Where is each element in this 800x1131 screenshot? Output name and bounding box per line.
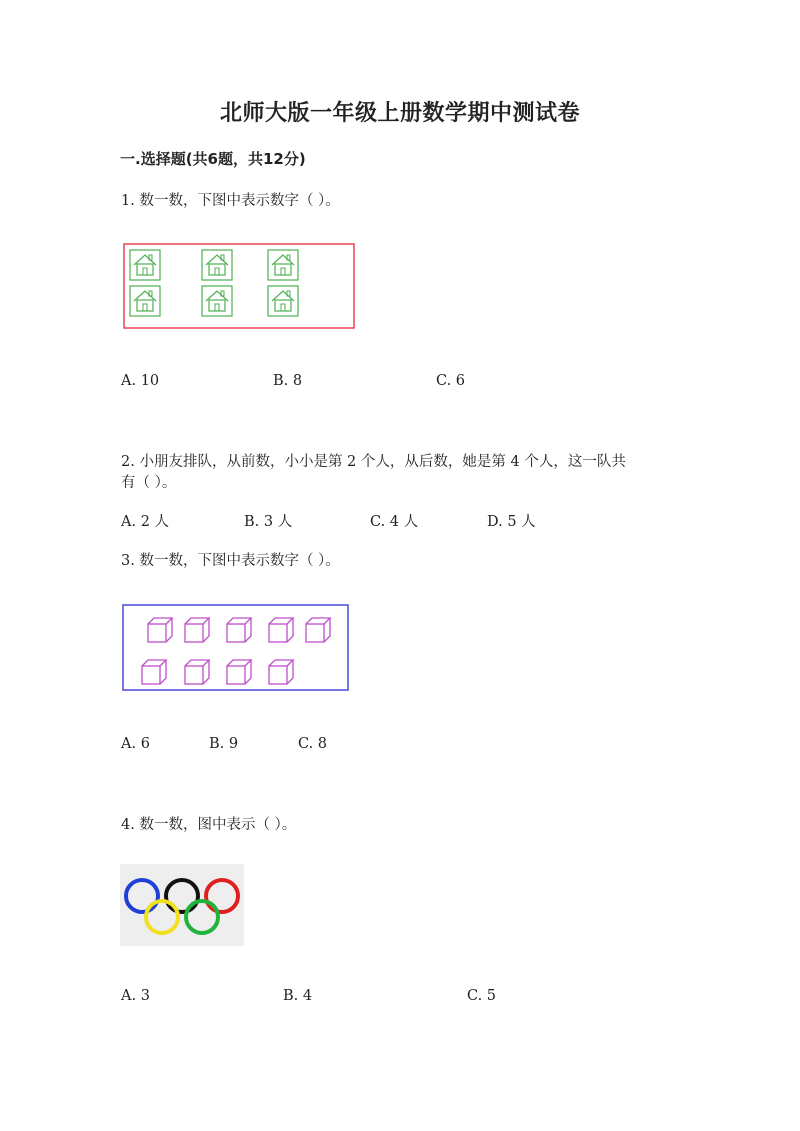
q1-option-a[interactable]: A. 10 bbox=[121, 373, 160, 389]
q2-option-c[interactable]: C. 4 人 bbox=[370, 514, 419, 530]
cube-icon bbox=[142, 660, 166, 684]
cube-icon bbox=[227, 660, 251, 684]
q3-option-a[interactable]: A. 6 bbox=[121, 736, 150, 752]
cube-icon bbox=[269, 618, 293, 642]
page-title: 北师大版一年级上册数学期中测试卷 bbox=[219, 101, 580, 126]
q1-option-c[interactable]: C. 6 bbox=[436, 373, 466, 389]
q2-option-a[interactable]: A. 2 人 bbox=[121, 514, 170, 530]
houses-figure bbox=[120, 240, 360, 332]
question-3-stem: 3. 数一数，下图中表示数字（ ）。 bbox=[121, 553, 340, 569]
house-icon bbox=[202, 286, 232, 316]
cube-icon bbox=[306, 618, 330, 642]
cube-icon bbox=[227, 618, 251, 642]
question-2-stem-line1: 2. 小朋友排队，从前数，小小是第 2 个人，从后数，她是第 4 个人，这一队共 bbox=[121, 454, 626, 470]
house-icon bbox=[202, 250, 232, 280]
house-icon bbox=[268, 286, 298, 316]
cube-icon bbox=[148, 618, 172, 642]
cube-icon bbox=[269, 660, 293, 684]
q4-option-b[interactable]: B. 4 bbox=[283, 988, 313, 1004]
q4-option-c[interactable]: C. 5 bbox=[467, 988, 497, 1004]
q2-option-d[interactable]: D. 5 人 bbox=[487, 514, 536, 530]
cube-icon bbox=[185, 618, 209, 642]
house-icon bbox=[268, 250, 298, 280]
q1-option-b[interactable]: B. 8 bbox=[273, 373, 303, 389]
question-1-stem: 1. 数一数，下图中表示数字（ ）。 bbox=[121, 193, 340, 209]
question-2-stem-line2: 有（ ）。 bbox=[121, 475, 177, 491]
question-4-stem: 4. 数一数，图中表示（ ）。 bbox=[121, 817, 297, 833]
cube-icon bbox=[185, 660, 209, 684]
q4-option-a[interactable]: A. 3 bbox=[121, 988, 150, 1004]
house-icon bbox=[130, 286, 160, 316]
rings-background bbox=[120, 864, 244, 946]
section-heading: 一.选择题(共6题，共12分) bbox=[120, 150, 306, 168]
q3-option-c[interactable]: C. 8 bbox=[298, 736, 328, 752]
olympic-rings-figure bbox=[120, 864, 244, 946]
q3-option-b[interactable]: B. 9 bbox=[209, 736, 239, 752]
house-icon bbox=[130, 250, 160, 280]
cubes-figure bbox=[120, 600, 354, 696]
q2-option-b[interactable]: B. 3 人 bbox=[244, 514, 293, 530]
